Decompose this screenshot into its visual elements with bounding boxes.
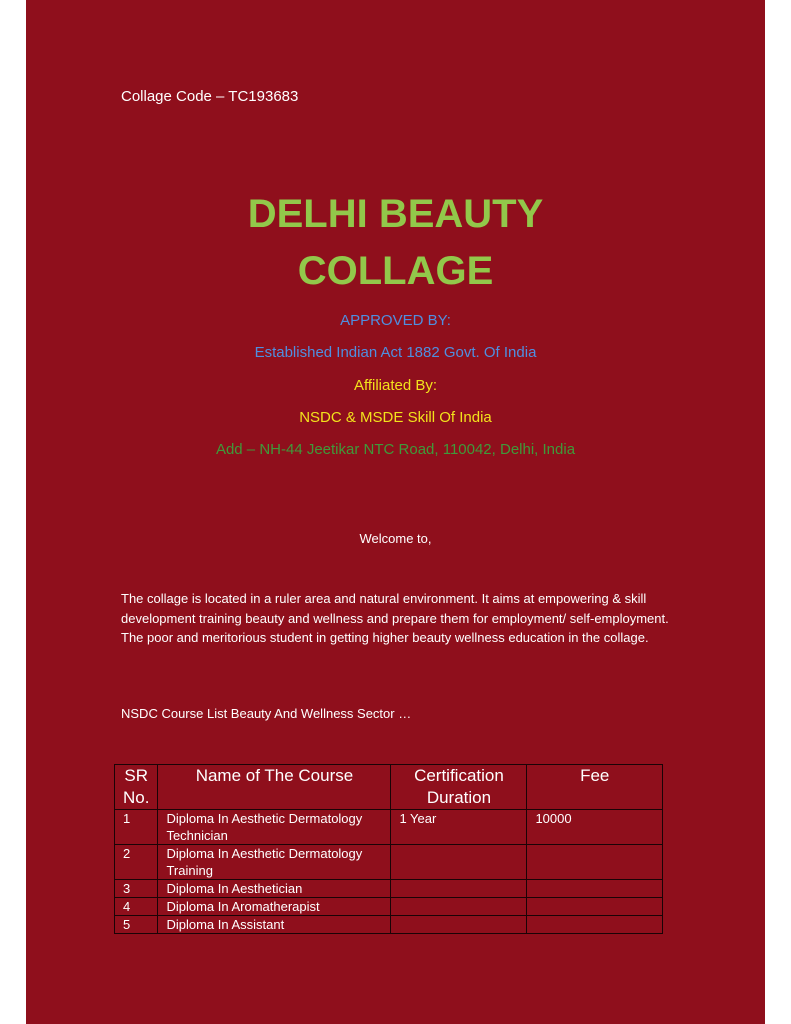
cell-course-name: Diploma In Aesthetician bbox=[158, 880, 391, 898]
cell-fee bbox=[527, 898, 663, 916]
established-text: Established Indian Act 1882 Govt. Of India bbox=[254, 344, 537, 361]
cell-fee bbox=[527, 880, 663, 898]
cell-duration bbox=[391, 880, 527, 898]
table-row bbox=[115, 880, 663, 898]
college-title-line-2: COLLAGE bbox=[297, 249, 494, 293]
affiliation-text: NSDC & MSDE Skill Of India bbox=[299, 409, 492, 426]
cell-sr: 4 bbox=[115, 898, 158, 916]
cell-duration bbox=[391, 898, 527, 916]
cell-sr: 1 bbox=[115, 810, 158, 845]
course-table-header-row bbox=[115, 765, 663, 810]
header-course-name: Name of The Course bbox=[158, 765, 391, 810]
cell-fee: 10000 bbox=[527, 810, 663, 845]
cell-sr: 5 bbox=[115, 916, 158, 934]
cell-course-name: Diploma In Aesthetic Dermatology Technician bbox=[158, 810, 391, 845]
cell-fee bbox=[527, 845, 663, 880]
cell-duration: 1 Year bbox=[391, 810, 527, 845]
address-text: Add – NH-44 Jeetikar NTC Road, 110042, Delhi, India bbox=[215, 441, 576, 458]
cell-sr: 3 bbox=[115, 880, 158, 898]
course-table bbox=[114, 764, 663, 934]
approved-by-label: APPROVED BY: bbox=[340, 312, 451, 329]
welcome-text: Welcome to, bbox=[359, 531, 432, 546]
cell-sr: 2 bbox=[115, 845, 158, 880]
college-title bbox=[26, 186, 765, 300]
header-duration: Certification Duration bbox=[391, 765, 527, 810]
course-list-heading: NSDC Course List Beauty And Wellness Sector … bbox=[121, 706, 412, 721]
description-paragraph: The collage is located in a ruler area and natural environment. It aims at empowering & skill development training beauty and wellness and prepare them for employment/ self-employment. The poor and meritorious student in getting higher beauty wellness education in the collage. bbox=[121, 591, 669, 645]
cell-duration bbox=[391, 916, 527, 934]
affiliated-by-label: Affiliated By: bbox=[353, 377, 438, 394]
cell-course-name: Diploma In Aromatherapist bbox=[158, 898, 391, 916]
cell-duration bbox=[391, 845, 527, 880]
table-row bbox=[115, 810, 663, 845]
cell-course-name: Diploma In Assistant bbox=[158, 916, 391, 934]
cell-fee bbox=[527, 916, 663, 934]
table-row bbox=[115, 898, 663, 916]
header-sr-no: SR No. bbox=[115, 765, 158, 810]
table-row bbox=[115, 845, 663, 880]
college-code: Collage Code – TC193683 bbox=[121, 88, 299, 105]
document-page bbox=[26, 0, 765, 1024]
table-row bbox=[115, 916, 663, 934]
cell-course-name: Diploma In Aesthetic Dermatology Training bbox=[158, 845, 391, 880]
header-fee: Fee bbox=[527, 765, 663, 810]
college-title-line-1: DELHI BEAUTY bbox=[247, 192, 544, 236]
